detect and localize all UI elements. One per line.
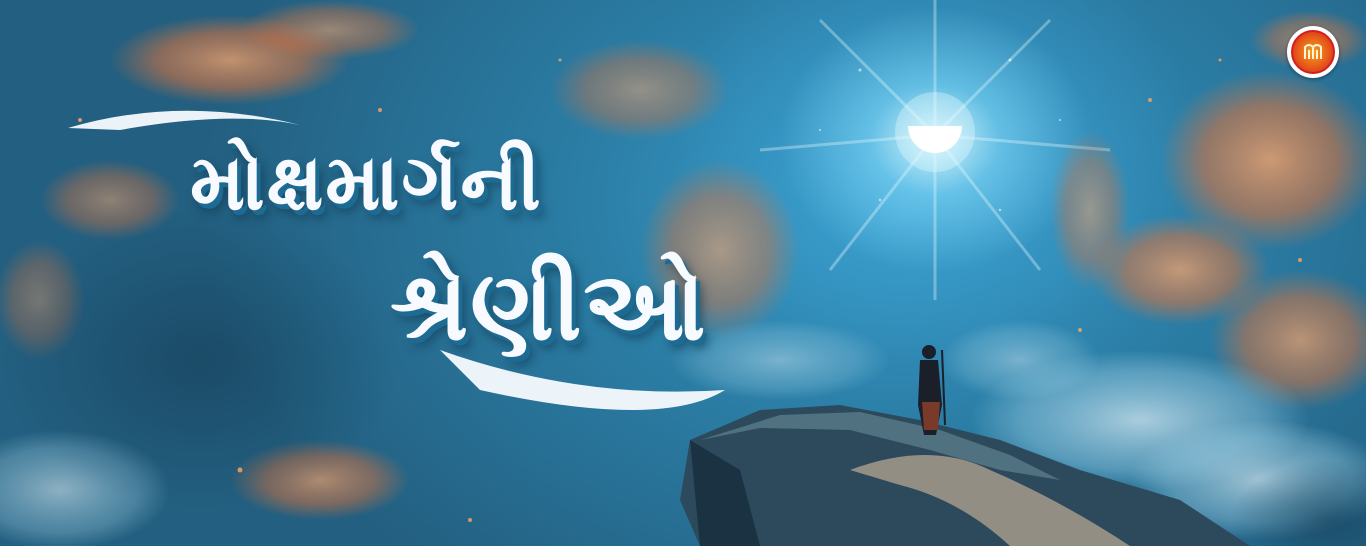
title-line-2: શ્રેણીઓ [390, 250, 708, 362]
sun-icon [895, 92, 975, 172]
brand-logo[interactable] [1287, 26, 1339, 78]
title-line-1: મોક્ષમાર્ગની [190, 138, 543, 228]
title-group [60, 100, 760, 460]
trimandir-emblem-icon [1291, 30, 1335, 74]
